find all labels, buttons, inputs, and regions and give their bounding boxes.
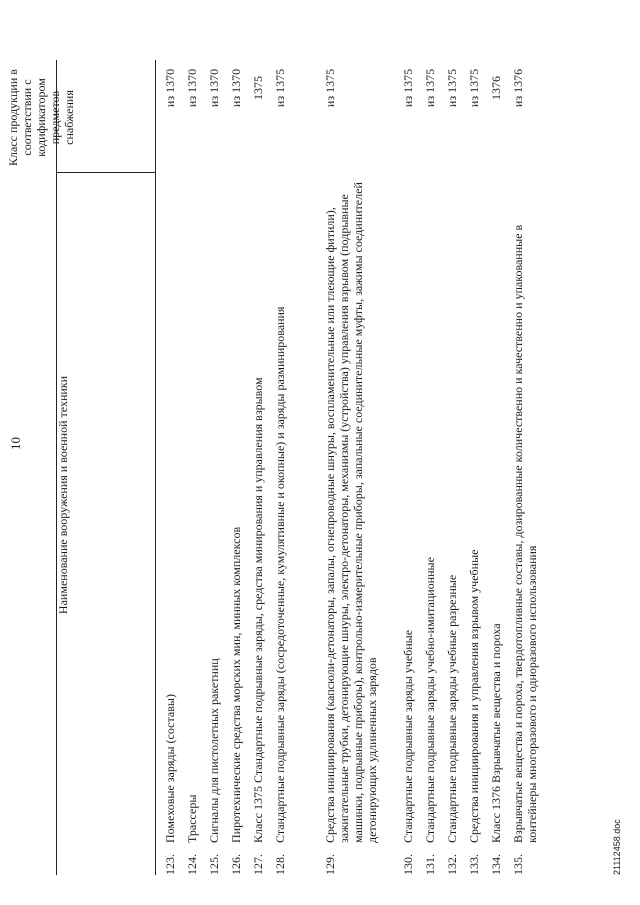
row-class: из 1370 <box>185 68 199 108</box>
row-name: Средства инициирования и управления взрывом учебные <box>467 549 481 843</box>
row-number: 125. <box>207 854 221 875</box>
row-number: 127. <box>251 854 265 875</box>
row-name: Помеховые заряды (составы) <box>163 694 177 843</box>
row-name: Стандартные подрывные заряды учебные <box>401 629 415 843</box>
file-name-footer: 21112458.doc <box>612 819 622 875</box>
row-class: 1375 <box>251 76 265 100</box>
row-number: 130. <box>401 854 415 875</box>
row-class: из 1370 <box>229 68 243 108</box>
row-number: 129. <box>323 854 337 875</box>
row-number: 134. <box>489 854 503 875</box>
table-header-rule <box>155 60 156 875</box>
row-name: Стандартные подрывные заряды (сосредоточенные, кумулятивные и окопные) и заряды разминирования <box>273 306 287 843</box>
row-name: Стандартные подрывные заряды учебно-имитационные <box>423 557 437 843</box>
rotated-page <box>0 10 630 905</box>
row-number: 135. <box>511 854 525 875</box>
row-class: из 1375 <box>423 68 437 108</box>
row-name: Сигналы для пистолетных ракетниц <box>207 658 221 843</box>
row-class: из 1375 <box>273 68 287 108</box>
row-class: из 1370 <box>207 68 221 108</box>
header-class-column: Класс продукции в соответствии с кодификатором предметов снабжения <box>6 69 76 166</box>
header-name-column: Наименование вооружения и военной техники <box>56 375 70 615</box>
row-number: 128. <box>273 854 287 875</box>
row-class: 1376 <box>489 76 503 100</box>
row-number: 131. <box>423 854 437 875</box>
row-name: Средства инициирования (капсюли-детонаторы, запалы, огнепроводные шнуры, воспламенительные или тлеющие фитили), зажигательные трубки, детонирующие шнуры, электро-детонаторы, механизмы (устройства) управления взрывом (подрывные машинки, подрывные приборы), контрольно-измерительные приборы, запальные соединительные муфты, зажимы соединителей детонирующих удлиненных зарядов <box>323 182 379 843</box>
row-number: 126. <box>229 854 243 875</box>
row-class: из 1370 <box>163 68 177 108</box>
row-name: Взрывчатые вещества и пороха, твердотопливные составы, дозированные количественно и качественно и упакованные в контейнеры многоразового и одноразового использования <box>511 224 539 843</box>
row-number: 124. <box>185 854 199 875</box>
row-class: из 1375 <box>323 68 337 108</box>
row-name: Стандартные подрывные заряды учебные разрезные <box>445 574 459 843</box>
row-class: из 1376 <box>511 68 525 108</box>
row-name: Класс 1376 Взрывчатые вещества и пороха <box>489 623 503 843</box>
page-number: 10 <box>8 437 23 450</box>
row-name: Класс 1375 Стандартные подрывные заряды, средства минирования и управления взрывом <box>251 377 265 843</box>
row-class: из 1375 <box>445 68 459 108</box>
row-name: Пиротехнические средства морских мин, минных комплексов <box>229 526 243 843</box>
row-number: 123. <box>163 854 177 875</box>
row-name: Трассеры <box>185 794 199 843</box>
row-class: из 1375 <box>401 68 415 108</box>
row-number: 133. <box>467 854 481 875</box>
row-number: 132. <box>445 854 459 875</box>
column-divider <box>56 172 156 173</box>
row-class: из 1375 <box>467 68 481 108</box>
